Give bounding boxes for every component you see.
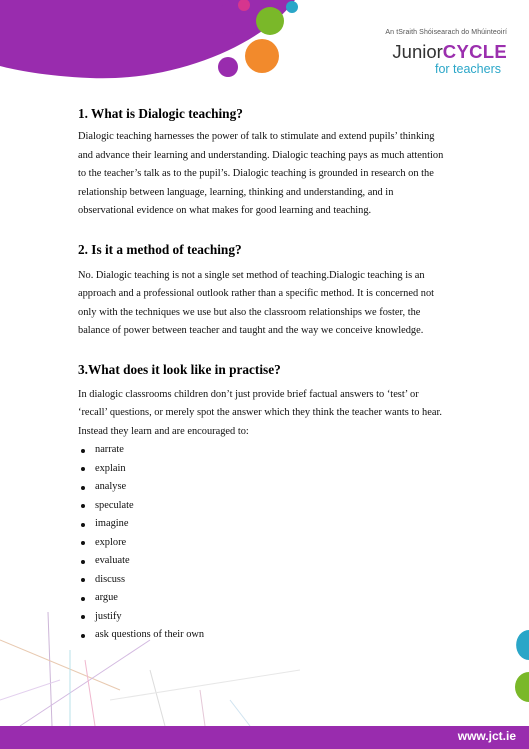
brand-name-cycle: CYCLE <box>442 41 507 62</box>
section-paragraph: Dialogic teaching harnesses the power of talk to stimulate and extend pupils’ thinking and advance their learning and understanding. Dialogic teaching pays as much attention to the teacher’s talk as to the pupil’s. Dialogic teaching is grounded in research on the relationship between language, learning, thinking and understanding, and in observational evidence on what makes for good learning and teaching. <box>78 131 444 216</box>
main-content <box>78 100 450 645</box>
brand-subtitle: for teachers <box>434 62 501 76</box>
skills-list <box>78 441 450 645</box>
section-heading: 3.What does it look like in practise? <box>78 361 281 377</box>
section-practise <box>78 361 450 645</box>
brand-name-junior: Junior <box>392 41 443 62</box>
blue-dot <box>286 1 298 13</box>
brand-logo <box>327 29 507 76</box>
green-dot-right-edge <box>515 672 529 702</box>
section-what-is <box>78 105 450 221</box>
green-dot <box>256 7 284 35</box>
blue-dot-right-edge <box>516 630 529 660</box>
list-item: evaluate <box>81 552 450 571</box>
list-item: argue <box>81 589 450 608</box>
list-item: discuss <box>81 571 450 590</box>
list-item: explain <box>81 460 450 479</box>
list-item: imagine <box>81 515 450 534</box>
list-item: justify <box>81 608 450 627</box>
brand-name <box>327 42 507 62</box>
section-method <box>78 241 450 341</box>
section-paragraph: No. Dialogic teaching is not a single set method of teaching.Dialogic teaching is an approach and a professional outlook rather than a specific method. It is concerned not only with the techniques we use but also the classroom relationships we foster, the balance of power between teacher and taught and the way we conceive knowledge. <box>78 269 435 336</box>
brand-tagline: An tSraith Shóisearach do Mhúinteoirí <box>385 29 507 36</box>
list-item: ask questions of their own <box>81 626 450 645</box>
section-heading: 1. What is Dialogic teaching? <box>78 106 243 121</box>
orange-dot <box>245 39 279 73</box>
list-item: speculate <box>81 497 450 516</box>
list-item: explore <box>81 534 450 553</box>
list-item: narrate <box>81 441 450 460</box>
footer-bar <box>0 726 529 749</box>
section-heading: 2. Is it a method of teaching? <box>78 241 242 257</box>
list-item: analyse <box>81 478 450 497</box>
section-paragraph: In dialogic classrooms children don’t just provide brief factual answers to ‘test’ or ‘recall’ questions, or merely spot the answer which they think the teacher wants to hear. Instead they learn and are encouraged to: <box>78 388 442 437</box>
footer-url-link[interactable]: www.jct.ie <box>457 729 516 743</box>
purple-dot-small <box>218 57 238 77</box>
